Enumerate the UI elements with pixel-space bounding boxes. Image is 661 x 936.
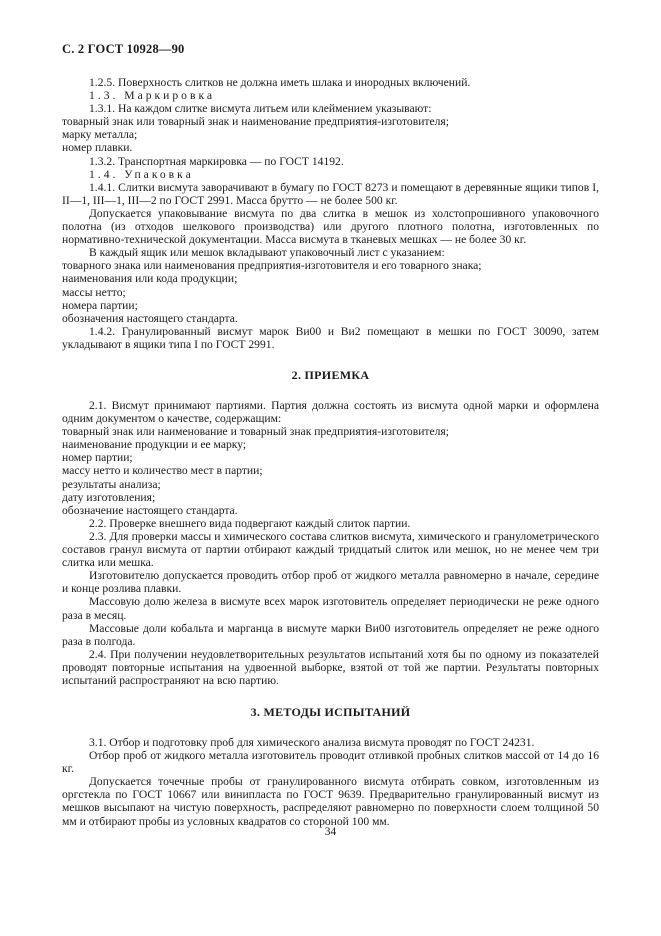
paragraph-1-3-1: 1.3.1. На каждом слитке висмута литьем или клеймением указывают:: [89, 102, 432, 116]
paragraph: Допускается точечные пробы от гранулированного висмута отбирать совком, изготовленным из оргстекла по ГОСТ 10667 или винипласта по ГОСТ 9639. Предварительно гранулированный висмут из мешков высыпают на чистую поверхность, распределяют равномерно по поверхности слоем толщиной 50 мм и отбирают пробы из условных квадратов со стороной 100 мм.: [62, 775, 599, 828]
paragraph: Изготовителю допускается проводить отбор проб от жидкого металла равномерно в начале, середине и конце розлива плавки.: [62, 569, 599, 596]
subheading-packaging: 1.4. Упаковка: [89, 167, 194, 181]
paragraph: Массовую долю железа в висмуте всех марок изготовитель определяет периодически не реже одного раза в месяц.: [62, 595, 599, 622]
list-item: номер партии;: [62, 451, 133, 465]
paragraph-2-3: 2.3. Для проверки массы и химического состава слитков висмута, химического и гранулометрического составов гранул висмута от партии отбирают каждый тридцатый слиток или мешок, но не менее чем три слитка или мешка.: [62, 529, 599, 570]
list-item: товарный знак или наименование и товарный знак предприятия-изготовителя;: [62, 425, 449, 439]
paragraph-2-2: 2.2. Проверке внешнего вида подвергают каждый слиток партии.: [89, 516, 411, 530]
section-2-body: [62, 399, 599, 687]
section-1-continuation: [62, 76, 599, 351]
paragraph: Массовые доли кобальта и марганца в висмуте марки Ви00 изготовитель определяет не реже одного раза в полгода.: [62, 621, 599, 648]
list-item: массу нетто и количество мест в партии;: [62, 464, 263, 478]
section-heading-test-methods: 3. МЕТОДЫ ИСПЫТАНИЙ: [250, 705, 411, 719]
paragraph-1-3-2: 1.3.2. Транспортная маркировка — по ГОСТ 14192.: [89, 154, 344, 168]
page-number: 34: [324, 826, 337, 838]
list-item: товарного знака или наименования предприятия-изготовителя и его товарного знака;: [62, 259, 482, 273]
subheading-marking: 1.3. Маркировка: [89, 89, 216, 103]
paragraph: В каждый ящик или мешок вкладывают упаковочный лист с указанием:: [89, 246, 445, 260]
section-heading-acceptance: 2. ПРИЕМКА: [291, 368, 370, 382]
paragraph-3-1: 3.1. Отбор и подготовку проб для химического анализа висмута проводят по ГОСТ 24231.: [89, 736, 535, 749]
list-item: обозначения настоящего стандарта.: [62, 311, 238, 325]
list-item: массы нетто;: [62, 285, 126, 299]
list-item: марку металла;: [62, 128, 138, 142]
list-item: обозначение настоящего стандарта.: [62, 503, 238, 517]
list-item: результаты анализа;: [62, 477, 161, 491]
paragraph-1-4-2: 1.4.2. Гранулированный висмут марок Ви00 и Ви2 помещают в мешки по ГОСТ 30090, затем укладывают в ящики типа I по ГОСТ 2991.: [62, 324, 599, 351]
paragraph-2-4: 2.4. При получении неудовлетворительных результатов испытаний хотя бы по одному из показателей проводят повторные испытания на удвоенной выборке, взятой от той же партии. Результаты повторных испытаний распространяют на всю партию.: [62, 647, 599, 687]
list-item: товарный знак или товарный знак и наименование предприятия-изготовителя;: [62, 115, 449, 129]
list-item: номера партии;: [62, 298, 138, 312]
paragraph-1-4-1: 1.4.1. Слитки висмута заворачивают в бумагу по ГОСТ 8273 и помещают в деревянные ящики типов I, II—1, III—1, III—2 по ГОСТ 2991. Масса брутто — не более 500 кг.: [62, 180, 599, 207]
page-header: С. 2 ГОСТ 10928—90: [62, 42, 185, 56]
paragraph-1-2-5: 1.2.5. Поверхность слитков не должна иметь шлака и инородных включений.: [89, 76, 471, 89]
list-item: наименование продукции и ее марку;: [62, 438, 247, 452]
section-3-body: [62, 736, 599, 828]
list-item: дату изготовления;: [62, 490, 156, 504]
list-item: номер плавки.: [62, 141, 133, 155]
paragraph: Допускается упаковывание висмута по два слитка в мешок из холстопрошивного упаковочного полотна (из отходов шелкового производства) или другого плотного полотна, изготовленных по нормативно-технической документации. Масса висмута в тканевых мешках — не более 30 кг.: [62, 206, 599, 247]
paragraph: Отбор проб от жидкого металла изготовитель проводит отливкой пробных слитков массой от 14 до 16 кг.: [62, 749, 599, 776]
list-item: наименования или кода продукции;: [62, 272, 238, 286]
paragraph-2-1: 2.1. Висмут принимают партиями. Партия должна состоять из висмута одной марки и оформлена одним документом о качестве, содержащим:: [62, 399, 599, 426]
